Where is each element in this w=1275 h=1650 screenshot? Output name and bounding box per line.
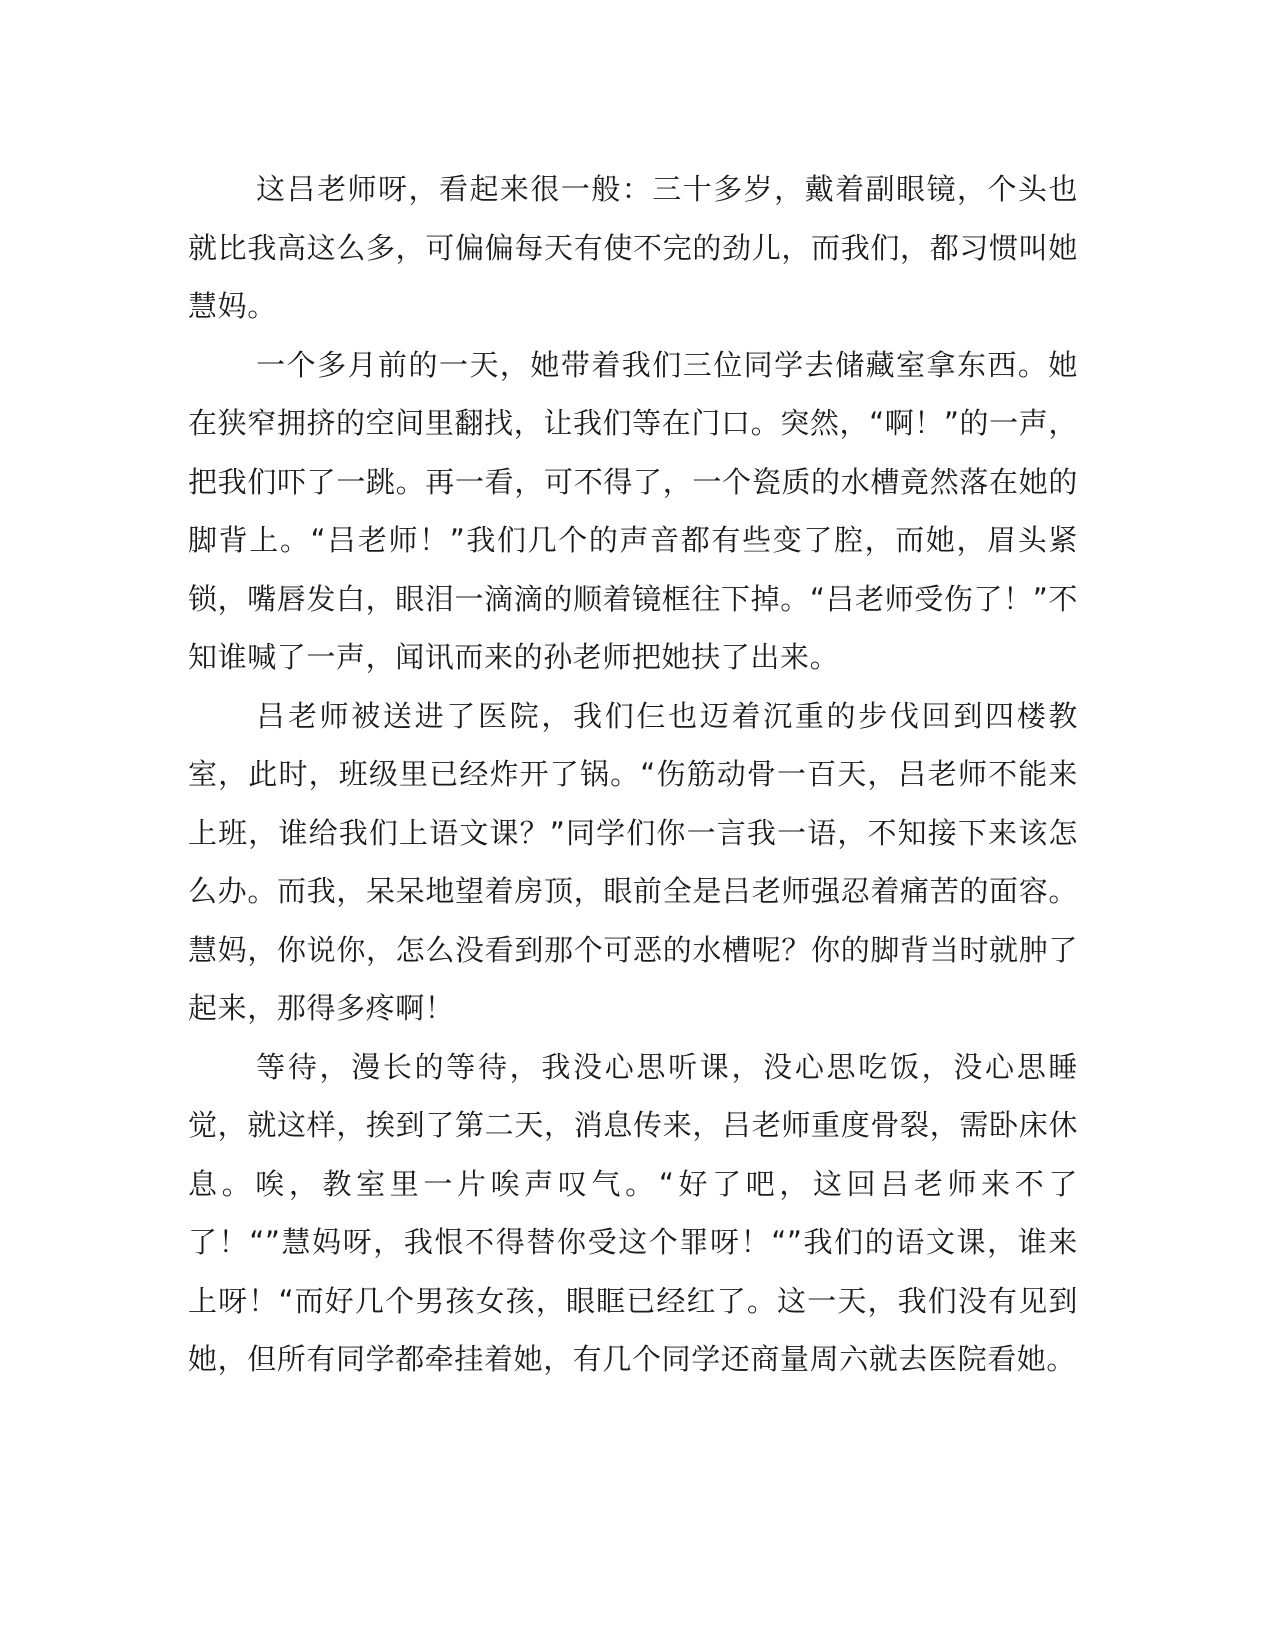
body-text bbox=[188, 160, 1078, 1389]
paragraph-2: 一个多月前的一天，她带着我们三位同学去储藏室拿东西。她在狭窄拥挤的空间里翻找，让我们等在门口。突然，“啊！”的一声，把我们吓了一跳。再一看，可不得了，一个瓷质的水槽竟然落在她的脚背上。“吕老师！”我们几个的声音都有些变了腔，而她，眉头紧锁，嘴唇发白，眼泪一滴滴的顺着镜框往下掉。“吕老师受伤了！”不知谁喊了一声，闻讯而来的孙老师把她扶了出来。 bbox=[188, 347, 1078, 674]
paragraph-3: 吕老师被送进了医院，我们仨也迈着沉重的步伐回到四楼教室，此时，班级里已经炸开了锅。“伤筋动骨一百天，吕老师不能来上班，谁给我们上语文课？”同学们你一言我一语，不知接下来该怎么办。而我，呆呆地望着房顶，眼前全是吕老师强忍着痛苦的面容。慧妈，你说你，怎么没看到那个可恶的水槽呢？你的脚背当时就肿了起来，那得多疼啊！ bbox=[188, 698, 1078, 1025]
paragraph-4: 等待，漫长的等待，我没心思听课，没心思吃饭，没心思睡觉，就这样，挨到了第二天，消息传来，吕老师重度骨裂，需卧床休息。唉，教室里一片唉声叹气。“好了吧，这回吕老师来不了了！“”慧妈呀，我恨不得替你受这个罪呀！“”我们的语文课，谁来上呀！“而好几个男孩女孩，眼眶已经红了。这一天，我们没有见到她，但所有同学都牵挂着她，有几个同学还商量周六就去医院看她。 bbox=[188, 1049, 1078, 1376]
paragraph-1: 这吕老师呀，看起来很一般：三十多岁，戴着副眼镜，个头也就比我高这么多，可偏偏每天有使不完的劲儿，而我们，都习惯叫她慧妈。 bbox=[188, 172, 1078, 323]
